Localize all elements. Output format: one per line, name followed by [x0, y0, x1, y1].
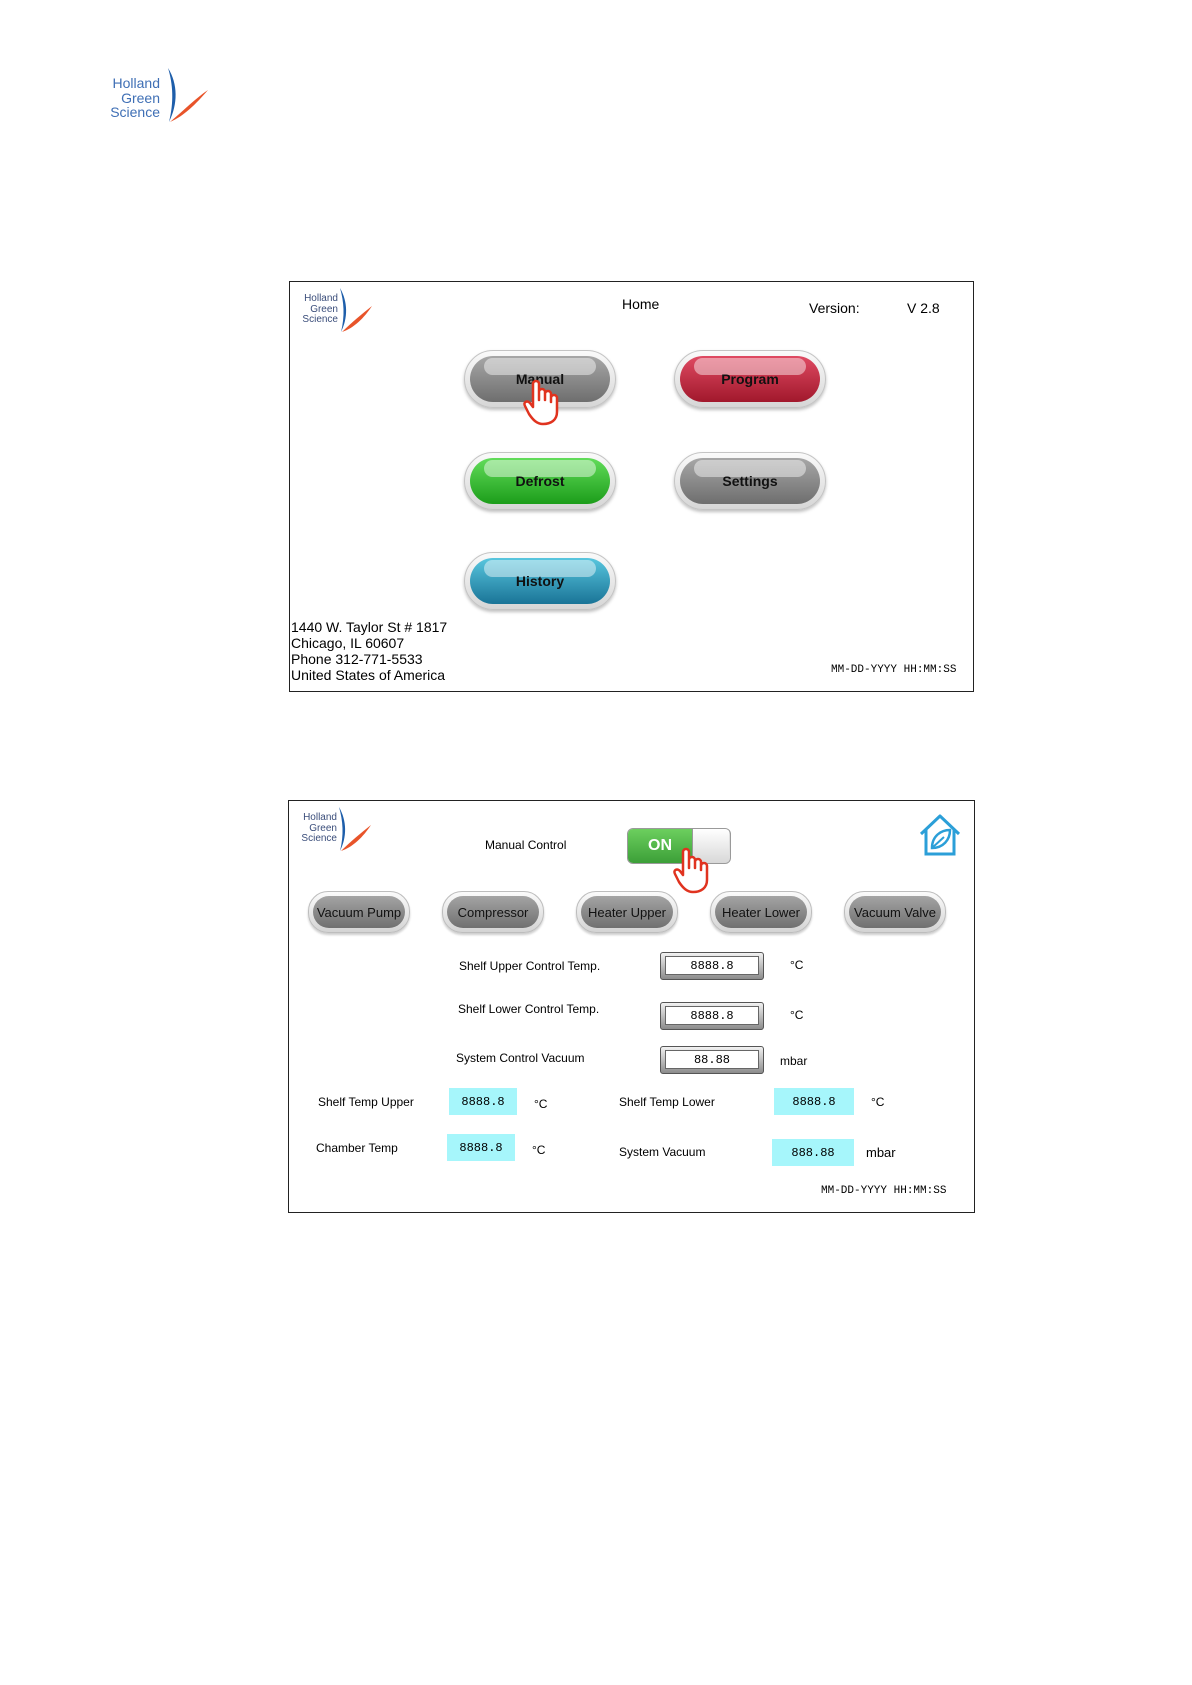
version-value: V 2.8: [907, 300, 940, 316]
vacuum-valve-button[interactable]: Vacuum Valve: [844, 891, 946, 933]
vacuum-pump-button[interactable]: Vacuum Pump: [308, 891, 410, 933]
setpoint-unit: °C: [790, 1008, 804, 1022]
chamber-temp-unit: °C: [532, 1143, 546, 1157]
settings-button[interactable]: Settings: [674, 452, 826, 510]
system-vacuum-unit: mbar: [866, 1145, 896, 1160]
shelf-temp-lower-unit: °C: [871, 1095, 885, 1109]
setpoint-unit: °C: [790, 958, 804, 972]
compressor-button[interactable]: Compressor: [442, 891, 544, 933]
home-title: Home: [622, 296, 660, 312]
toggle-on-segment: ON: [628, 829, 692, 863]
chamber-temp-label: Chamber Temp: [316, 1141, 398, 1155]
logo-swoosh-icon: [293, 805, 373, 855]
manual-logo: Holland Green Science: [293, 805, 373, 855]
history-button[interactable]: History: [464, 552, 616, 610]
logo-text: Holland Green Science: [110, 75, 160, 121]
hand-pointer-icon: [673, 845, 719, 897]
heater-upper-button[interactable]: Heater Upper: [576, 891, 678, 933]
logo-swoosh-icon: [294, 286, 374, 336]
setpoint-label: Shelf Upper Control Temp.: [459, 959, 601, 973]
hand-pointer-icon: [523, 378, 569, 428]
home-logo: Holland Green Science: [294, 286, 374, 336]
shelf-temp-lower-value: 8888.8: [774, 1088, 854, 1115]
program-button[interactable]: Program: [674, 350, 826, 408]
manual-button[interactable]: Manual: [464, 350, 616, 408]
setpoint-unit: mbar: [780, 1054, 808, 1068]
setpoint-label: System Control Vacuum: [456, 1051, 585, 1065]
system-vacuum-value: 888.88: [772, 1139, 854, 1166]
manual-control-label: Manual Control: [485, 838, 567, 852]
chamber-temp-value: 8888.8: [447, 1134, 515, 1161]
home-leaf-icon[interactable]: [915, 810, 965, 860]
home-datetime: MM-DD-YYYY HH:MM:SS: [831, 664, 957, 676]
system-vacuum-label: System Vacuum: [619, 1145, 706, 1159]
shelf-upper-control-temp-input[interactable]: 8888.8: [660, 952, 764, 980]
version-label: Version:: [809, 300, 860, 316]
address-block: 1440 W. Taylor St # 1817 Chicago, IL 60607 Phone 312-771-5533 United States of America: [291, 619, 448, 683]
shelf-temp-upper-unit: °C: [534, 1097, 548, 1111]
page-logo: [112, 64, 212, 126]
heater-lower-button[interactable]: Heater Lower: [710, 891, 812, 933]
shelf-temp-upper-label: Shelf Temp Upper: [318, 1095, 414, 1109]
system-control-vacuum-input[interactable]: 88.88: [660, 1046, 764, 1074]
home-screen-panel: [289, 281, 974, 692]
manual-datetime: MM-DD-YYYY HH:MM:SS: [821, 1185, 947, 1197]
setpoint-label: Shelf Lower Control Temp.: [458, 1002, 600, 1016]
manual-screen-panel: [288, 800, 975, 1213]
shelf-lower-control-temp-input[interactable]: 8888.8: [660, 1002, 764, 1030]
shelf-temp-lower-label: Shelf Temp Lower: [619, 1095, 715, 1109]
logo-swoosh-icon: [112, 64, 212, 126]
shelf-temp-upper-value: 8888.8: [449, 1088, 517, 1115]
defrost-button[interactable]: Defrost: [464, 452, 616, 510]
